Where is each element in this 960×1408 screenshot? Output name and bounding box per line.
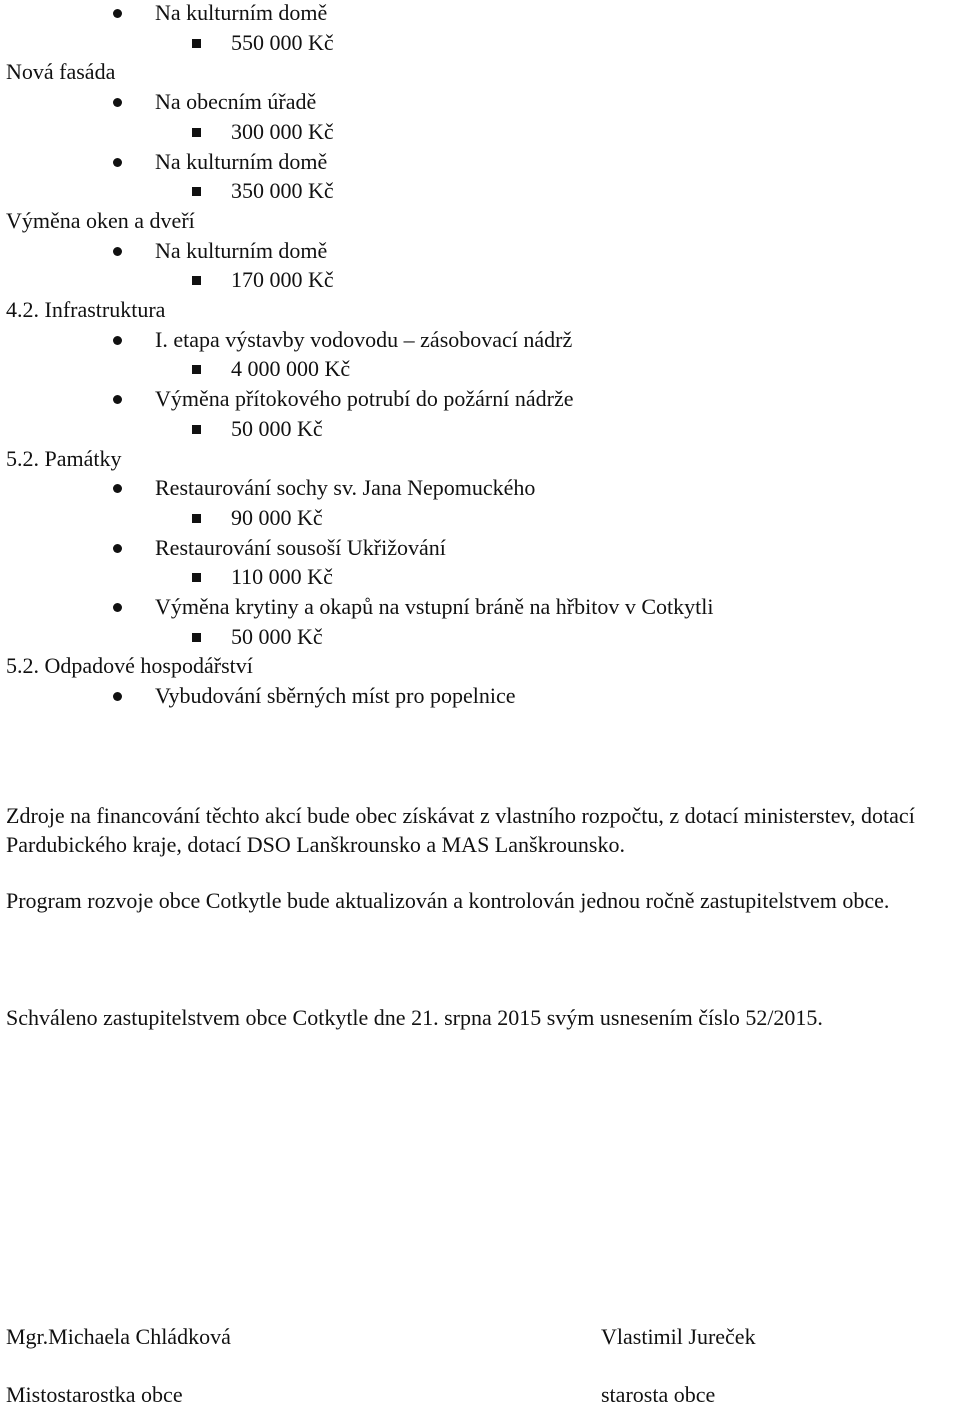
amount-item: 50 000 Kč	[231, 623, 323, 649]
square-bullet-icon	[192, 187, 201, 196]
bullet-icon	[113, 158, 122, 167]
amount-item: 550 000 Kč	[231, 29, 334, 55]
amount-item: 90 000 Kč	[231, 504, 323, 530]
list-item: Výměna přítokového potrubí do požární nádrže	[155, 386, 574, 412]
signature-right-role: starosta obce	[601, 1382, 716, 1407]
amount-item: 170 000 Kč	[231, 267, 334, 293]
list-item: Restaurování sochy sv. Jana Nepomuckého	[155, 475, 536, 501]
square-bullet-icon	[192, 514, 201, 523]
list-item: I. etapa výstavby vodovodu – zásobovací nádrž	[155, 326, 573, 352]
square-bullet-icon	[192, 276, 201, 285]
list-item: Na kulturním domě	[155, 148, 328, 174]
section-heading: Nová fasáda	[6, 59, 116, 85]
bullet-icon	[113, 98, 122, 107]
bullet-icon	[113, 395, 122, 404]
list-item: Na kulturním domě	[155, 0, 328, 25]
bullet-icon	[113, 692, 122, 701]
list-item: Restaurování sousoší Ukřižování	[155, 534, 446, 560]
bullet-icon	[113, 544, 122, 553]
signature-right-name: Vlastimil Jureček	[601, 1324, 756, 1349]
bullet-icon	[113, 9, 122, 18]
section-heading: 5.2. Památky	[6, 445, 122, 471]
bullet-icon	[113, 603, 122, 612]
bullet-icon	[113, 336, 122, 345]
square-bullet-icon	[192, 128, 201, 137]
bullet-icon	[113, 484, 122, 493]
section-heading: 5.2. Odpadové hospodářství	[6, 653, 253, 679]
square-bullet-icon	[192, 365, 201, 374]
program-paragraph: Program rozvoje obce Cotkytle bude aktualizován a kontrolován jednou ročně zastupitelstvem obce.	[6, 888, 890, 913]
list-item: Na obecním úřadě	[155, 89, 317, 115]
amount-item: 4 000 000 Kč	[231, 356, 351, 382]
list-item: Výměna krytiny a okapů na vstupní bráně na hřbitov v Cotkytli	[155, 594, 714, 619]
section-heading: 4.2. Infrastruktura	[6, 297, 166, 322]
signature-left-name: Mgr.Michaela Chládková	[6, 1324, 231, 1349]
bullet-icon	[113, 247, 122, 256]
section-heading: Výměna oken a dveří	[6, 207, 195, 233]
amount-item: 110 000 Kč	[231, 564, 333, 590]
amount-item: 50 000 Kč	[231, 415, 323, 441]
square-bullet-icon	[192, 425, 201, 434]
approval-paragraph: Schváleno zastupitelstvem obce Cotkytle dne 21. srpna 2015 svým usnesením číslo 52/2015.	[6, 1005, 823, 1030]
square-bullet-icon	[192, 633, 201, 642]
list-item: Vybudování sběrných míst pro popelnice	[155, 683, 516, 709]
square-bullet-icon	[192, 39, 201, 48]
square-bullet-icon	[192, 573, 201, 582]
amount-item: 300 000 Kč	[231, 118, 334, 144]
list-item: Na kulturním domě	[155, 237, 328, 263]
signature-left-role: Mistostarostka obce	[6, 1382, 183, 1407]
funding-paragraph: Zdroje na financování těchto akcí bude obec získávat z vlastního rozpočtu, z dotací ministerstev, dotací Pardubického kraje, dotací DSO Lanškrounsko a MAS Lanškrounsko.	[6, 803, 915, 857]
amount-item: 350 000 Kč	[231, 178, 334, 204]
